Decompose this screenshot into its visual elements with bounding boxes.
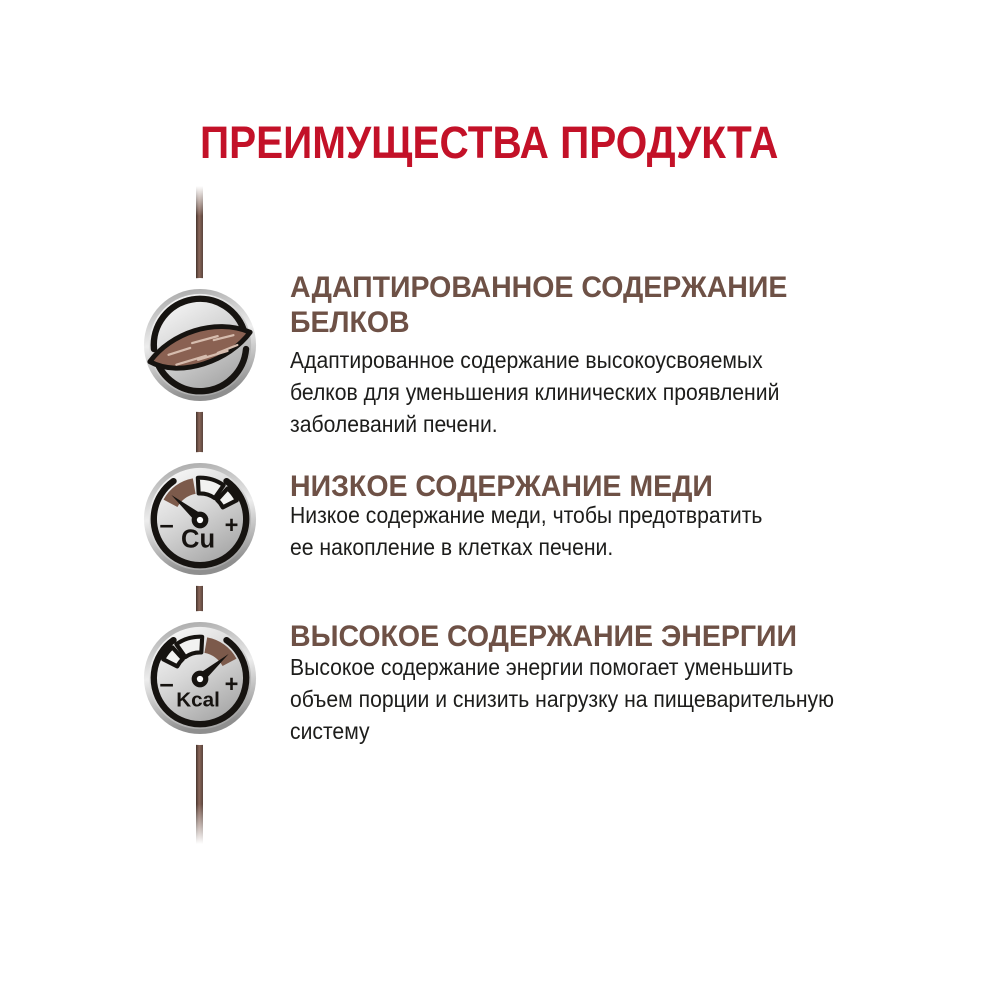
body-line: объем порции и снизить нагрузку на пищеварительную bbox=[290, 686, 835, 712]
section-1-heading bbox=[290, 270, 814, 340]
kibble-icon bbox=[133, 278, 267, 412]
kibble-icon-svg bbox=[141, 286, 259, 404]
section-3-body bbox=[290, 651, 881, 747]
section-2-body bbox=[290, 499, 804, 563]
gauge-unit-label: Kcal bbox=[176, 688, 220, 712]
kcal-gauge-svg bbox=[141, 619, 259, 737]
copper-gauge-icon bbox=[133, 452, 267, 586]
kcal-gauge-icon bbox=[133, 611, 267, 745]
section-3-heading bbox=[290, 619, 824, 654]
heading-line: НИЗКОЕ СОДЕРЖАНИЕ МЕДИ bbox=[290, 470, 713, 503]
heading-line: БЕЛКОВ bbox=[290, 306, 410, 339]
gauge-minus-label: – bbox=[159, 669, 174, 698]
heading-line: АДАПТИРОВАННОЕ СОДЕРЖАНИЕ bbox=[290, 271, 788, 304]
page-title: ПРЕИМУЩЕСТВА ПРОДУКТА bbox=[200, 117, 779, 168]
copper-gauge-svg bbox=[141, 460, 259, 578]
body-line: ее накопление в клетках печени. bbox=[290, 534, 614, 560]
body-line: Высокое содержание энергии помогает уменьшить bbox=[290, 654, 794, 680]
body-line: заболеваний печени. bbox=[290, 411, 498, 437]
body-line: Адаптированное содержание высокоусвояемых bbox=[290, 347, 763, 373]
gauge-plus-label: + bbox=[224, 512, 239, 539]
body-line: белков для уменьшения клинических проявлений bbox=[290, 379, 780, 405]
section-1-body bbox=[290, 344, 822, 440]
body-line: систему bbox=[290, 718, 370, 744]
gauge-minus-label: – bbox=[159, 510, 174, 539]
body-line: Низкое содержание меди, чтобы предотвратить bbox=[290, 502, 763, 528]
heading-line: ВЫСОКОЕ СОДЕРЖАНИЕ ЭНЕРГИИ bbox=[290, 620, 797, 653]
gauge-unit-label: Cu bbox=[181, 525, 216, 554]
gauge-plus-label: + bbox=[224, 671, 239, 698]
